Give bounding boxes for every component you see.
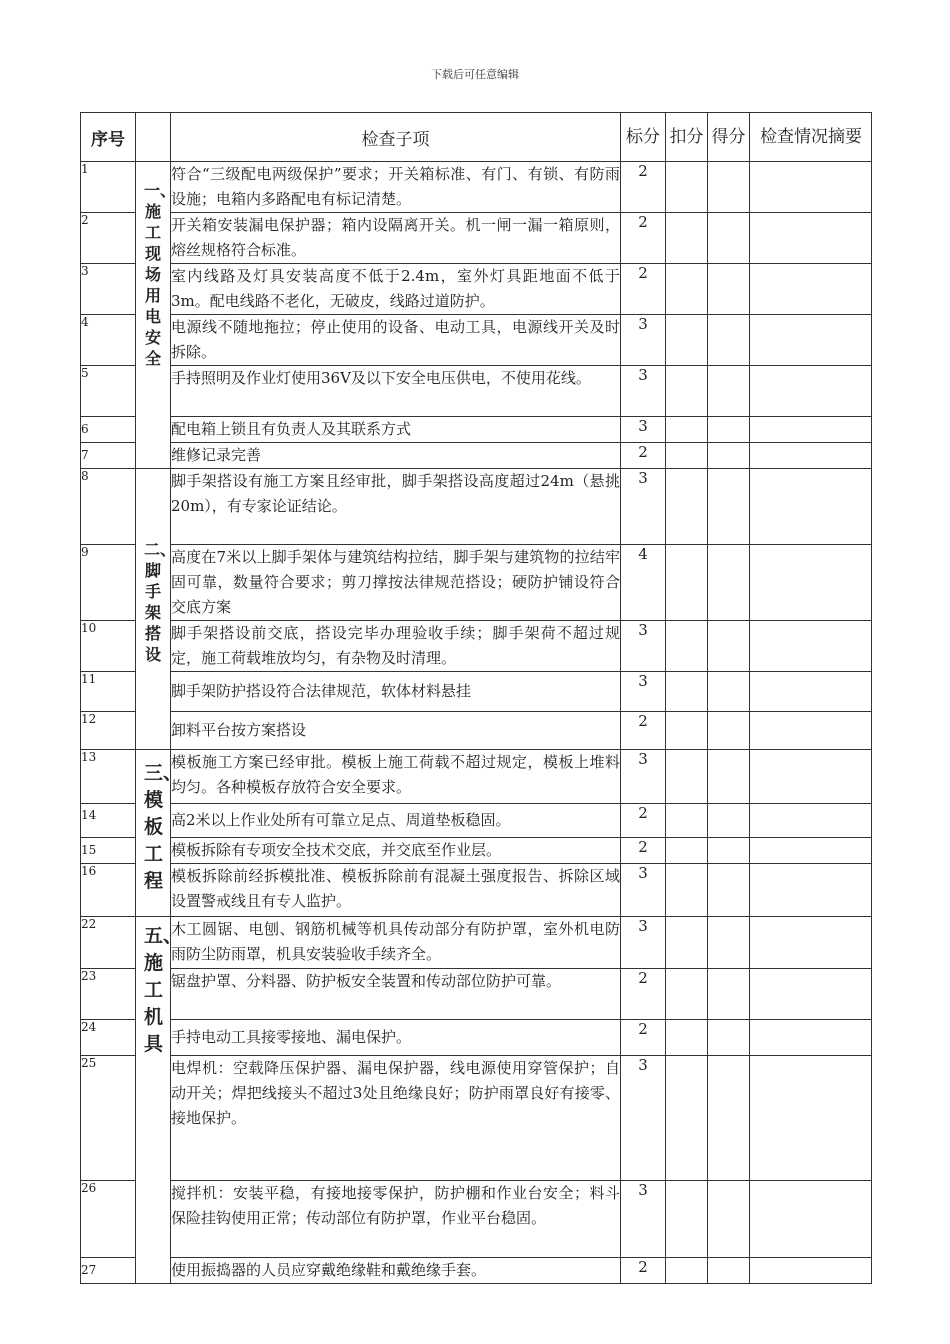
table-row (81, 1258, 872, 1284)
notes-cell[interactable] (750, 1056, 872, 1181)
row-score: 2 (621, 804, 666, 838)
deduct-cell[interactable] (666, 838, 708, 864)
deduct-cell[interactable] (666, 1056, 708, 1181)
table-row (81, 213, 872, 264)
category-label: 二、脚手架搭设 (144, 540, 177, 664)
table-row (81, 1181, 872, 1258)
row-number: 4 (81, 315, 136, 366)
notes-cell[interactable] (750, 838, 872, 864)
row-number: 16 (81, 864, 136, 917)
row-score: 2 (621, 1258, 666, 1284)
score-cell[interactable] (708, 750, 750, 804)
row-text: 开关箱安装漏电保护器；箱内设隔离开关。机一闸一漏一箱原则，熔丝规格符合标准。 (171, 213, 621, 264)
row-text: 脚手架搭设前交底，搭设完毕办理验收手续；脚手架荷不超过规定，施工荷载堆放均匀，有杂物及时清理。 (171, 621, 621, 672)
row-number: 24 (81, 1020, 136, 1056)
row-text: 木工圆锯、电刨、钢筋机械等机具传动部分有防护罩，室外机电防雨防尘防雨罩，机具安装验收手续齐全。 (171, 917, 621, 969)
row-text: 锯盘护罩、分料器、防护板安全装置和传动部位防护可靠。 (171, 969, 621, 1020)
deduct-cell[interactable] (666, 917, 708, 969)
category-label: 三、模板工程 (144, 762, 183, 892)
row-score: 2 (621, 443, 666, 469)
notes-cell[interactable] (750, 672, 872, 712)
notes-cell[interactable] (750, 469, 872, 545)
table-row (81, 469, 872, 545)
row-number: 25 (81, 1056, 136, 1181)
row-number: 1 (81, 162, 136, 213)
score-cell[interactable] (708, 264, 750, 315)
notes-cell[interactable] (750, 162, 872, 213)
notes-cell[interactable] (750, 969, 872, 1020)
row-score: 3 (621, 672, 666, 712)
header-deduct: 扣分 (666, 113, 708, 162)
score-cell[interactable] (708, 1181, 750, 1258)
deduct-cell[interactable] (666, 1020, 708, 1056)
table-row (81, 712, 872, 750)
row-score: 3 (621, 315, 666, 366)
row-number: 12 (81, 712, 136, 750)
table-row (81, 864, 872, 917)
row-text: 维修记录完善 (171, 443, 621, 469)
row-score: 3 (621, 917, 666, 969)
row-text: 卸料平台按方案搭设 (171, 712, 621, 750)
table-row (81, 366, 872, 417)
row-score: 3 (621, 750, 666, 804)
row-number: 7 (81, 443, 136, 469)
table-row (81, 417, 872, 443)
table-row (81, 804, 872, 838)
table-row (81, 838, 872, 864)
row-score: 2 (621, 264, 666, 315)
score-cell[interactable] (708, 315, 750, 366)
deduct-cell[interactable] (666, 545, 708, 621)
deduct-cell[interactable] (666, 712, 708, 750)
row-score: 2 (621, 213, 666, 264)
deduct-cell[interactable] (666, 672, 708, 712)
row-text: 脚手架防护搭设符合法律规范，软体材料悬挂 (171, 672, 621, 712)
row-score: 2 (621, 712, 666, 750)
score-cell[interactable] (708, 1056, 750, 1181)
row-number: 11 (81, 672, 136, 712)
notes-cell[interactable] (750, 917, 872, 969)
row-text: 室内线路及灯具安装高度不低于2.4m，室外灯具距地面不低于3m。配电线路不老化，无破皮，线路过道防护。 (171, 264, 621, 315)
table-row (81, 315, 872, 366)
table-row (81, 264, 872, 315)
score-cell[interactable] (708, 417, 750, 443)
notes-cell[interactable] (750, 315, 872, 366)
notes-cell[interactable] (750, 1020, 872, 1056)
row-text: 搅拌机：安装平稳，有接地接零保护，防护棚和作业台安全；料斗保险挂钩使用正常；传动部位有防护罩，作业平台稳固。 (171, 1181, 621, 1258)
table-row (81, 672, 872, 712)
category-label: 五、施工机具 (144, 925, 183, 1055)
row-score: 3 (621, 366, 666, 417)
notes-cell[interactable] (750, 366, 872, 417)
deduct-cell[interactable] (666, 213, 708, 264)
score-cell[interactable] (708, 712, 750, 750)
deduct-cell[interactable] (666, 1181, 708, 1258)
score-cell[interactable] (708, 864, 750, 917)
notes-cell[interactable] (750, 1258, 872, 1284)
category-label: 一、施工现场用电安全 (144, 181, 177, 368)
category-cell (136, 162, 177, 469)
row-text: 脚手架搭设有施工方案且经审批，脚手架搭设高度超过24m（悬挑20m），有专家论证结论。 (171, 469, 621, 545)
category-cell (136, 917, 183, 1284)
score-cell[interactable] (708, 443, 750, 469)
header-row (81, 113, 872, 162)
page-header: 下载后可任意编辑 (431, 68, 519, 81)
row-number: 22 (81, 917, 136, 969)
table-row (81, 1056, 872, 1181)
score-cell[interactable] (708, 469, 750, 545)
score-cell[interactable] (708, 804, 750, 838)
row-score: 2 (621, 1020, 666, 1056)
row-text: 使用振捣器的人员应穿戴绝缘鞋和戴绝缘手套。 (171, 1258, 621, 1284)
notes-cell[interactable] (750, 804, 872, 838)
table-row (81, 162, 872, 213)
notes-cell[interactable] (750, 264, 872, 315)
score-cell[interactable] (708, 1020, 750, 1056)
deduct-cell[interactable] (666, 162, 708, 213)
row-text: 模板拆除有专项安全技术交底，并交底至作业层。 (171, 838, 621, 864)
table-row (81, 443, 872, 469)
row-number: 9 (81, 545, 136, 621)
header-seq: 序号 (81, 113, 136, 162)
notes-cell[interactable] (750, 443, 872, 469)
row-number: 3 (81, 264, 136, 315)
row-score: 3 (621, 417, 666, 443)
row-text: 电焊机：空载降压保护器、漏电保护器，线电源使用穿管保护；自动开关；焊把线接头不超过3处且绝缘良好；防护雨罩良好有接零、接地保护。 (171, 1056, 621, 1181)
score-cell[interactable] (708, 917, 750, 969)
notes-cell[interactable] (750, 750, 872, 804)
table-row (81, 545, 872, 621)
row-number: 10 (81, 621, 136, 672)
row-number: 6 (81, 417, 136, 443)
row-score: 4 (621, 545, 666, 621)
score-cell[interactable] (708, 545, 750, 621)
row-score: 3 (621, 1056, 666, 1181)
row-text: 手持照明及作业灯使用36V及以下安全电压供电，不使用花线。 (171, 366, 621, 417)
row-score: 3 (621, 469, 666, 545)
category-cell (136, 469, 177, 750)
score-cell[interactable] (708, 162, 750, 213)
table-row (81, 969, 872, 1020)
score-cell[interactable] (708, 621, 750, 672)
score-cell[interactable] (708, 1258, 750, 1284)
deduct-cell[interactable] (666, 621, 708, 672)
deduct-cell[interactable] (666, 315, 708, 366)
row-number: 8 (81, 469, 136, 545)
deduct-cell[interactable] (666, 443, 708, 469)
score-cell[interactable] (708, 366, 750, 417)
row-text: 手持电动工具接零接地、漏电保护。 (171, 1020, 621, 1056)
row-score: 3 (621, 864, 666, 917)
notes-cell[interactable] (750, 1181, 872, 1258)
row-text: 电源线不随地拖拉；停止使用的设备、电动工具，电源线开关及时拆除。 (171, 315, 621, 366)
deduct-cell[interactable] (666, 366, 708, 417)
notes-cell[interactable] (750, 621, 872, 672)
row-text: 模板施工方案已经审批。模板上施工荷载不超过规定，模板上堆料均匀。各种模板存放符合安全要求。 (171, 750, 621, 804)
score-cell[interactable] (708, 213, 750, 264)
row-number: 14 (81, 804, 136, 838)
deduct-cell[interactable] (666, 864, 708, 917)
notes-cell[interactable] (750, 864, 872, 917)
category-cell (136, 750, 183, 917)
notes-cell[interactable] (750, 545, 872, 621)
row-score: 2 (621, 838, 666, 864)
notes-cell[interactable] (750, 712, 872, 750)
row-text: 符合“三级配电两级保护”要求；开关箱标准、有门、有锁、有防雨设施；电箱内多路配电有标记清楚。 (171, 162, 621, 213)
row-number: 2 (81, 213, 136, 264)
score-cell[interactable] (708, 672, 750, 712)
deduct-cell[interactable] (666, 417, 708, 443)
inspection-table (80, 112, 872, 1284)
header-score: 得分 (708, 113, 750, 162)
row-text: 高2米以上作业处所有可靠立足点、周道垫板稳固。 (171, 804, 621, 838)
deduct-cell[interactable] (666, 804, 708, 838)
header-standard: 标分 (621, 113, 666, 162)
row-score: 2 (621, 969, 666, 1020)
row-score: 2 (621, 162, 666, 213)
row-text: 高度在7米以上脚手架体与建筑结构拉结，脚手架与建筑物的拉结牢固可靠，数量符合要求；剪刀撑按法律规范搭设；硬防护铺设符合交底方案 (171, 545, 621, 621)
notes-cell[interactable] (750, 417, 872, 443)
deduct-cell[interactable] (666, 1258, 708, 1284)
table-row (81, 1020, 872, 1056)
header-notes: 检查情况摘要 (750, 113, 872, 162)
row-number: 13 (81, 750, 136, 804)
row-number: 23 (81, 969, 136, 1020)
row-number: 27 (81, 1258, 136, 1284)
row-score: 3 (621, 1181, 666, 1258)
deduct-cell[interactable] (666, 469, 708, 545)
header-item: 检查子项 (171, 113, 621, 162)
row-score: 3 (621, 621, 666, 672)
row-number: 26 (81, 1181, 136, 1258)
deduct-cell[interactable] (666, 750, 708, 804)
table-row (81, 750, 872, 804)
table-row (81, 621, 872, 672)
score-cell[interactable] (708, 838, 750, 864)
table-row (81, 917, 872, 969)
notes-cell[interactable] (750, 213, 872, 264)
score-cell[interactable] (708, 969, 750, 1020)
row-text: 模板拆除前经拆模批准、模板拆除前有混凝土强度报告、拆除区域设置警戒线且有专人监护。 (171, 864, 621, 917)
header-blank (136, 113, 171, 162)
row-number: 15 (81, 838, 136, 864)
row-number: 5 (81, 366, 136, 417)
deduct-cell[interactable] (666, 969, 708, 1020)
row-text: 配电箱上锁且有负责人及其联系方式 (171, 417, 621, 443)
deduct-cell[interactable] (666, 264, 708, 315)
